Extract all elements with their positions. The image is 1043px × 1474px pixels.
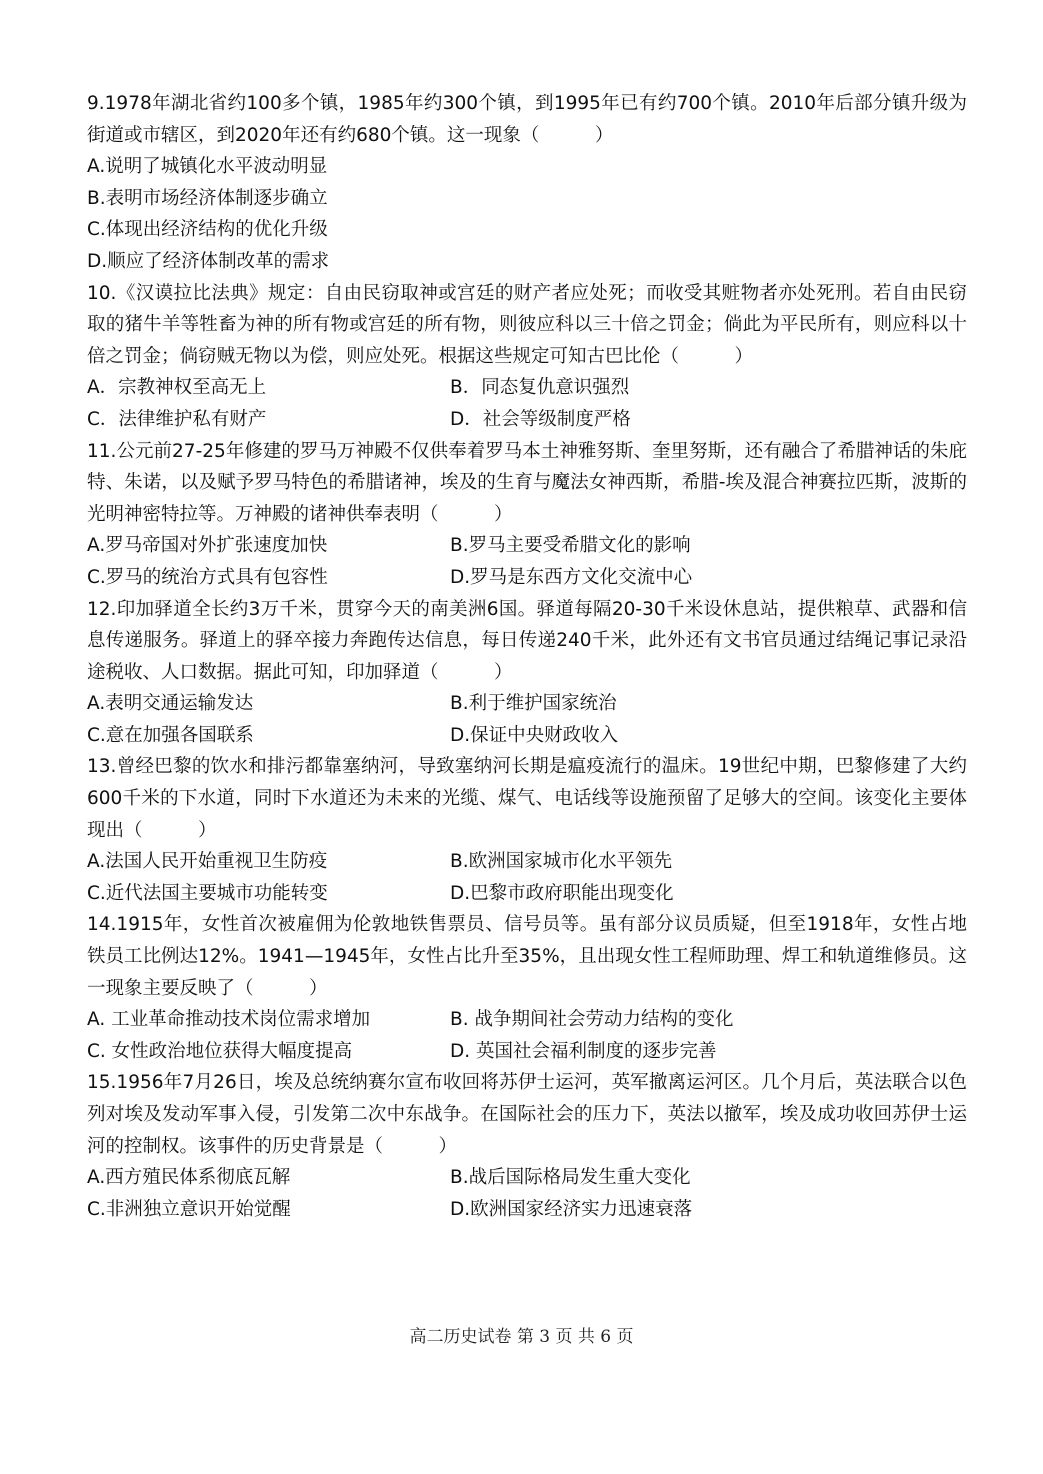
question-stem: 12.印加驿道全长约3万千米，贯穿今天的南美洲6国。驿道每隔20-30千米设休息站，提供粮草、武器和信息传递服务。驿道上的驿卒接力奔跑传达信息，每日传递240千米，此外还有文书官员通过结绳记事记录沿途税收、人口数据。据此可知，印加驿道（ ） (87, 598, 967, 683)
option-b: B.罗马主要受希腊文化的影响 (450, 535, 691, 557)
option-c: C.罗马的统治方式具有包容性 (87, 566, 328, 588)
option-row (87, 878, 967, 910)
option-row (87, 1004, 967, 1036)
question-stem: 13.曾经巴黎的饮水和排污都靠塞纳河，导致塞纳河长期是瘟疫流行的温床。19世纪中期，巴黎修建了大约600千米的下水道，同时下水道还为未来的光缆、煤气、电话线等设施预留了足够大的空间。该变化主要体现出（ ） (87, 756, 967, 841)
question-list (87, 88, 967, 1225)
option-row (87, 720, 967, 752)
question-14 (87, 909, 967, 1067)
option-c: C.意在加强各国联系 (87, 724, 254, 746)
option-b: B.表明市场经济体制逐步确立 (87, 187, 328, 209)
option-row (87, 688, 967, 720)
option-a: A.西方殖民体系彻底瓦解 (87, 1167, 291, 1189)
option-a: A.罗马帝国对外扩张速度加快 (87, 535, 328, 557)
option-a: A.表明交通运输发达 (87, 693, 254, 715)
option-d: D.欧洲国家经济实力迅速衰落 (450, 1198, 693, 1220)
option-a: A.法国人民开始重视卫生防疫 (87, 851, 328, 873)
question-12 (87, 594, 967, 752)
question-11 (87, 436, 967, 594)
option-d: D.顺应了经济体制改革的需求 (87, 250, 330, 272)
option-d: D．社会等级制度严格 (450, 408, 631, 430)
question-15 (87, 1067, 967, 1225)
page-footer: 高二历史试卷 第 3 页 共 6 页 (409, 1327, 634, 1347)
option-a: A. 工业革命推动技术岗位需求增加 (87, 1009, 371, 1031)
option-b: B.战后国际格局发生重大变化 (450, 1167, 691, 1189)
option-row (87, 846, 967, 878)
option-c: C.近代法国主要城市功能转变 (87, 882, 328, 904)
option-row (87, 404, 967, 436)
option-row (87, 372, 967, 404)
option-b: B. 战争期间社会劳动力结构的变化 (450, 1009, 734, 1031)
option-d: D.巴黎市政府职能出现变化 (450, 882, 674, 904)
question-stem: 11.公元前27-25年修建的罗马万神殿不仅供奉着罗马本土神雅努斯、奎里努斯，还有融合了希腊神话的朱庇特、朱诺，以及赋予罗马特色的希腊诸神，埃及的生育与魔法女神西斯，希腊-埃及混合神赛拉匹斯，波斯的光明神密特拉等。万神殿的诸神供奉表明（ ） (87, 440, 967, 525)
option-c: C. 女性政治地位获得大幅度提高 (87, 1040, 353, 1062)
option-d: D.保证中央财政收入 (450, 724, 619, 746)
question-stem: 10.《汉谟拉比法典》规定：自由民窃取神或宫廷的财产者应处死；而收受其赃物者亦处死刑。若自由民窃取的猪牛羊等牲畜为神的所有物或宫廷的所有物，则彼应科以三十倍之罚金；倘此为平民所有，则应科以十倍之罚金；倘窃贼无物以为偿，则应处死。根据这些规定可知古巴比伦（ ） (87, 282, 967, 367)
option-a: A.说明了城镇化水平波动明显 (87, 156, 328, 178)
question-9 (87, 88, 967, 278)
option-row (87, 530, 967, 562)
option-a: A．宗教神权至高无上 (87, 377, 267, 399)
question-13 (87, 751, 967, 909)
option-row (87, 1194, 967, 1226)
option-b: B．同态复仇意识强烈 (450, 377, 630, 399)
option-row (87, 1162, 967, 1194)
question-10 (87, 278, 967, 436)
option-b: B.利于维护国家统治 (450, 693, 617, 715)
option-row (87, 562, 967, 594)
option-d: D.罗马是东西方文化交流中心 (450, 566, 693, 588)
question-stem: 9.1978年湖北省约100多个镇，1985年约300个镇，到1995年已有约700个镇。2010年后部分镇升级为街道或市辖区，到2020年还有约680个镇。这一现象（ ） (87, 93, 967, 146)
question-stem: 14.1915年，女性首次被雇佣为伦敦地铁售票员、信号员等。虽有部分议员质疑，但至1918年，女性占地铁员工比例达12%。1941—1945年，女性占比升至35%，且出现女性工程师助理、焊工和轨道维修员。这一现象主要反映了（ ） (87, 914, 967, 999)
option-row (87, 1036, 967, 1068)
option-b: B.欧洲国家城市化水平领先 (450, 851, 673, 873)
option-c: C.非洲独立意识开始觉醒 (87, 1198, 291, 1220)
option-d: D. 英国社会福利制度的逐步完善 (450, 1040, 717, 1062)
option-c: C.体现出经济结构的优化升级 (87, 219, 328, 241)
question-stem: 15.1956年7月26日，埃及总统纳赛尔宣布收回将苏伊士运河，英军撤离运河区。几个月后，英法联合以色列对埃及发动军事入侵，引发第二次中东战争。在国际社会的压力下，英法以撤军，埃及成功收回苏伊士运河的控制权。该事件的历史背景是（ ） (87, 1072, 967, 1157)
option-c: C．法律维护私有财产 (87, 408, 267, 430)
